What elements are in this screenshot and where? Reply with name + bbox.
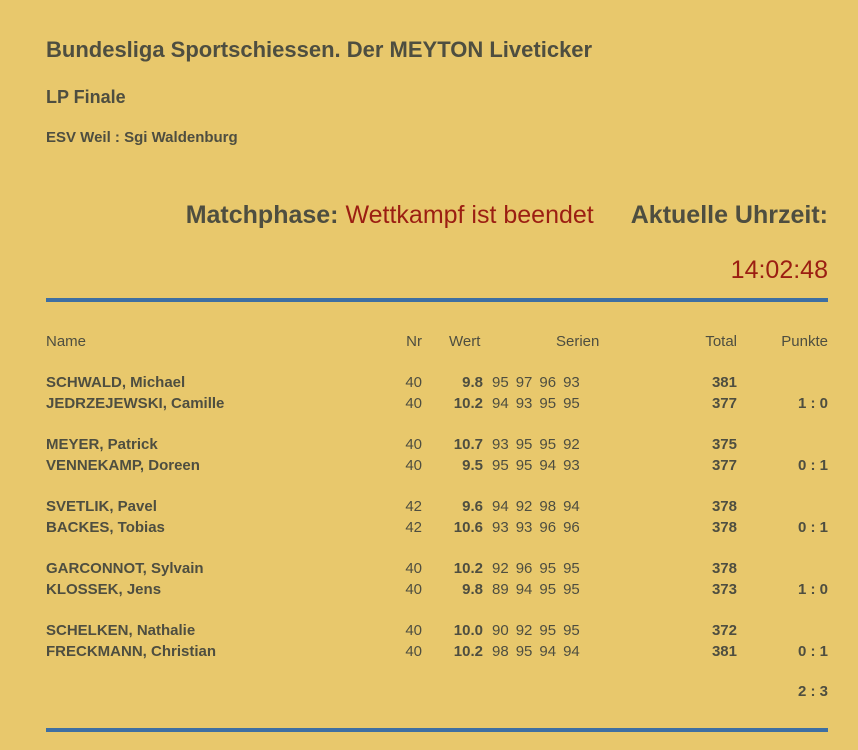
shooter-nr: 40 [405, 395, 422, 412]
shooter-name: BACKES, Tobias [46, 519, 165, 536]
series-score: 93 [563, 457, 580, 474]
shooter-name: FRECKMANN, Christian [46, 643, 217, 660]
header-wert: Wert [449, 333, 481, 350]
shot-value: 10.7 [453, 436, 483, 453]
series-scores [492, 519, 587, 536]
time-label: Aktuelle Uhrzeit: [630, 201, 828, 229]
series-score: 93 [492, 436, 509, 453]
shooter-nr: 42 [405, 519, 422, 536]
current-time: 14:02:48 [730, 256, 828, 284]
series-score: 92 [563, 436, 580, 453]
series-score: 96 [515, 560, 533, 577]
series-score: 94 [539, 643, 557, 660]
pair-points: 1 : 0 [797, 581, 828, 598]
match-label: ESV Weil : Sgi Waldenburg [46, 129, 238, 146]
header-nr: Nr [406, 333, 422, 350]
series-score: 98 [539, 498, 557, 515]
shooter-name: GARCONNOT, Sylvain [46, 560, 204, 577]
series-scores [492, 622, 587, 639]
series-score: 92 [515, 498, 533, 515]
top-divider [46, 298, 828, 302]
phase-label: Matchphase: [185, 201, 339, 229]
shooter-total: 381 [711, 643, 737, 660]
series-score: 93 [515, 519, 533, 536]
shooter-total: 372 [711, 622, 737, 639]
shooter-name: KLOSSEK, Jens [46, 581, 162, 598]
series-score: 93 [515, 395, 533, 412]
shooter-total: 375 [711, 436, 737, 453]
series-scores [492, 457, 587, 474]
series-scores [492, 560, 587, 577]
pair-points: 1 : 0 [797, 395, 828, 412]
competition-subtitle: LP Finale [46, 87, 126, 107]
shooter-nr: 40 [405, 581, 422, 598]
shooter-name: MEYER, Patrick [46, 436, 158, 453]
final-score: 2 : 3 [797, 683, 828, 700]
series-score: 95 [539, 560, 557, 577]
shooter-total: 377 [711, 395, 737, 412]
shooter-nr: 40 [405, 643, 422, 660]
phase-value: Wettkampf ist beendet [345, 201, 594, 229]
series-scores [492, 436, 587, 453]
series-score: 92 [515, 622, 533, 639]
series-score: 98 [492, 643, 509, 660]
shooter-total: 377 [711, 457, 737, 474]
shooter-nr: 40 [405, 457, 422, 474]
page-title: Bundesliga Sportschiessen. Der MEYTON Liveticker [46, 37, 593, 62]
shot-value: 10.6 [453, 519, 483, 536]
shooter-nr: 40 [405, 436, 422, 453]
series-score: 96 [539, 374, 557, 391]
shot-value: 10.2 [453, 560, 483, 577]
series-score: 95 [563, 395, 580, 412]
shot-value: 10.0 [453, 622, 483, 639]
series-score: 94 [563, 498, 580, 515]
series-score: 95 [563, 581, 580, 598]
match-phase-line [186, 201, 828, 230]
series-scores [492, 581, 587, 598]
shooter-total: 378 [711, 519, 737, 536]
series-score: 95 [539, 622, 557, 639]
series-score: 94 [515, 581, 533, 598]
series-scores [492, 498, 587, 515]
series-score: 95 [539, 395, 557, 412]
series-score: 96 [539, 519, 557, 536]
series-score: 95 [515, 436, 533, 453]
shot-value: 10.2 [453, 395, 483, 412]
series-score: 95 [515, 457, 533, 474]
shooter-total: 373 [711, 581, 737, 598]
pair-points: 0 : 1 [797, 457, 828, 474]
series-score: 93 [492, 519, 509, 536]
shooter-total: 378 [711, 498, 737, 515]
series-score: 94 [492, 498, 509, 515]
series-score: 95 [492, 457, 509, 474]
shooter-nr: 40 [405, 560, 422, 577]
series-score: 95 [539, 436, 557, 453]
series-score: 97 [515, 374, 533, 391]
series-scores [492, 395, 587, 412]
series-score: 93 [563, 374, 580, 391]
shot-value: 10.2 [453, 643, 483, 660]
series-score: 95 [515, 643, 533, 660]
series-scores [492, 643, 587, 660]
shooter-nr: 40 [405, 374, 422, 391]
shooter-nr: 40 [405, 622, 422, 639]
pair-points: 0 : 1 [797, 519, 828, 536]
header-name: Name [46, 333, 87, 350]
series-score: 90 [492, 622, 509, 639]
header-total: Total [705, 333, 737, 350]
shooter-nr: 42 [405, 498, 422, 515]
series-score: 95 [539, 581, 557, 598]
shooter-total: 378 [711, 560, 737, 577]
series-score: 95 [563, 622, 580, 639]
shooter-name: JEDRZEJEWSKI, Camille [46, 395, 225, 412]
series-score: 94 [539, 457, 557, 474]
series-score: 89 [492, 581, 509, 598]
series-scores [492, 374, 587, 391]
shot-value: 9.8 [462, 581, 483, 598]
series-score: 94 [563, 643, 580, 660]
header-punkte: Punkte [781, 333, 828, 350]
series-score: 94 [492, 395, 509, 412]
shooter-name: SVETLIK, Pavel [46, 498, 157, 515]
series-score: 95 [563, 560, 580, 577]
shooter-name: SCHELKEN, Nathalie [46, 622, 196, 639]
shooter-name: VENNEKAMP, Doreen [46, 457, 200, 474]
shot-value: 9.6 [462, 498, 483, 515]
shot-value: 9.5 [462, 457, 483, 474]
header-serien: Serien [556, 333, 600, 350]
series-score: 92 [492, 560, 509, 577]
shooter-name: SCHWALD, Michael [46, 374, 186, 391]
series-score: 96 [563, 519, 580, 536]
pair-points: 0 : 1 [797, 643, 828, 660]
series-score: 95 [492, 374, 509, 391]
shooter-total: 381 [711, 374, 737, 391]
bottom-divider [46, 728, 828, 732]
shot-value: 9.8 [462, 374, 483, 391]
